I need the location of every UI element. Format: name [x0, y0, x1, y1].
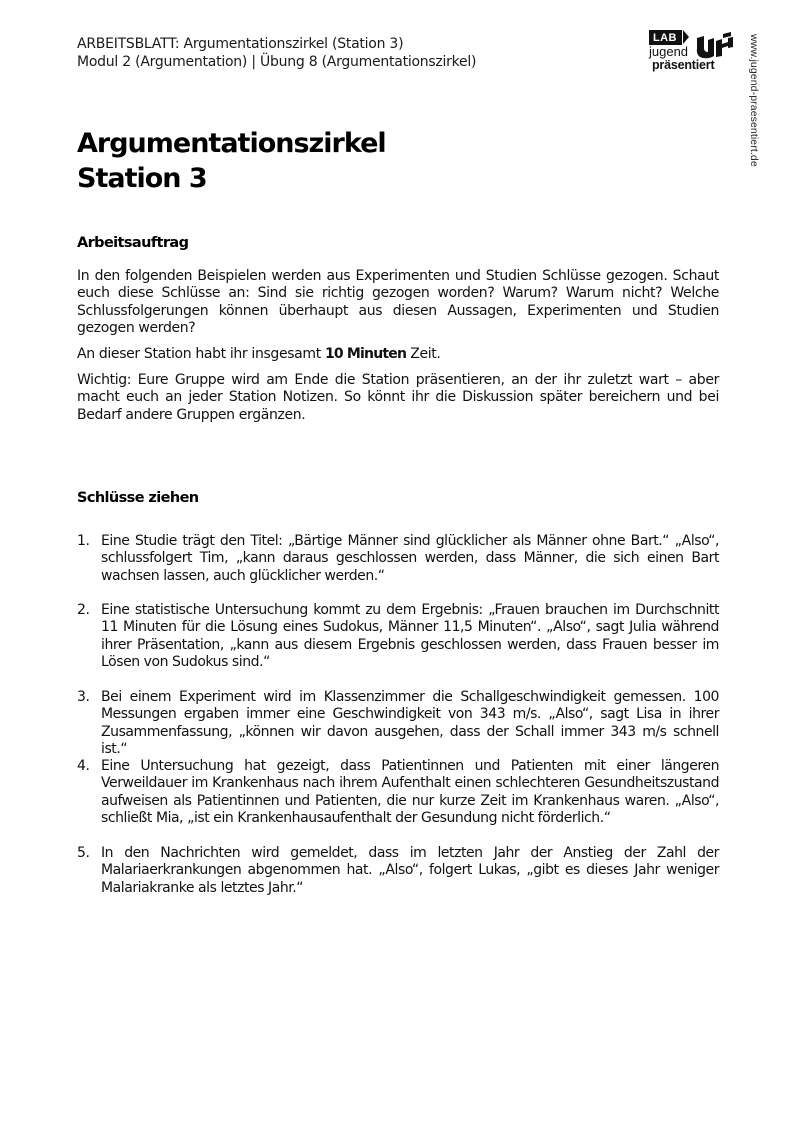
logo-lab-badge: LAB — [649, 30, 682, 45]
assignment-paragraph-time — [77, 346, 719, 363]
list-item-text: Eine statistische Untersuchung kommt zu dem Ergebnis: „Frauen brauchen im Durchschnitt 11 Minuten für die Lösung eines Sudokus, Männer 11,5 Minuten“. „Also“, sagt Julia während ihrer Präsentation, „kann aus diesem Ergebnis geschlossen werden, dass Frauen besser im Lösen von Sudokus sind.“ — [101, 602, 719, 670]
list-item-text: Eine Untersuchung hat gezeigt, dass Patientinnen und Patienten mit einer längeren Verweildauer im Krankenhaus nach ihrem Aufenthalt einen schlechteren Gesundheitszustand aufweisen als Patientinnen und Patienten, die nur kurze Zeit im Krankenhaus waren. „Also“, schließt Mia, „ist ein Krankenhausaufenthalt der Gesundung nicht förderlich.“ — [101, 758, 719, 826]
conclusions-heading: Schlüsse ziehen — [77, 490, 199, 506]
list-item-number: 2. — [77, 602, 90, 618]
assignment-heading: Arbeitsauftrag — [77, 235, 189, 251]
list-item-number: 4. — [77, 758, 90, 774]
logo-lab-arrow-icon — [683, 30, 689, 44]
list-item-number: 5. — [77, 845, 90, 861]
logo-jugend-text: jugend — [649, 44, 689, 59]
page-title-line-2: Station 3 — [77, 163, 207, 194]
header-line-module: Modul 2 (Argumentation) | Übung 8 (Argumentationszirkel) — [77, 54, 477, 70]
list-item-text: Bei einem Experiment wird im Klassenzimmer die Schallgeschwindigkeit gemessen. 100 Messungen ergaben immer eine Geschwindigkeit von 343 m/s. „Also“, sagt Lisa in ihrer Zusammenfassung, „können wir davon ausgehen, dass der Schall immer 343 m/s schnell ist.“ — [101, 689, 719, 757]
assignment-paragraph-important: Wichtig: Eure Gruppe wird am Ende die Station präsentieren, an der ihr zuletzt wart – aber macht euch an jeder Station Notizen. So könnt ihr die Diskussion später bereichern und bei Bedarf andere Gruppen ergänzen. — [77, 372, 719, 423]
website-url: www.jugend-praesentiert.de — [748, 34, 760, 167]
list-item-number: 3. — [77, 689, 90, 705]
time-suffix: Zeit. — [406, 346, 441, 362]
logo-praesentiert-text: präsentiert — [652, 58, 715, 72]
logo-jp-mark-icon — [695, 32, 735, 60]
list-item-number: 1. — [77, 533, 90, 549]
list-item-text: Eine Studie trägt den Titel: „Bärtige Männer sind glücklicher als Männer ohne Bart.“ „Also“, schlussfolgert Tim, „kann daraus geschlossen werden, dass Männer, die sich einen Bart wachsen lassen, auch glücklicher werden.“ — [101, 533, 719, 584]
time-prefix: An dieser Station habt ihr insgesamt — [77, 346, 325, 362]
time-value: 10 Minuten — [324, 346, 407, 362]
assignment-paragraph-intro: In den folgenden Beispielen werden aus Experimenten und Studien Schlüsse gezogen. Schaut euch diese Schlüsse an: Sind sie richtig gezogen worden? Warum? Warum nicht? Welche Schlussfolgerungen können überhaupt aus diesen Aussagen, Experimenten und Studien gezogen werden? — [77, 268, 719, 336]
page-title — [77, 126, 386, 196]
page-title-line-1: Argumentationszirkel — [77, 128, 386, 159]
header-line-worksheet-title: ARBEITSBLATT: Argumentationszirkel (Station 3) — [77, 36, 404, 52]
list-item-text: In den Nachrichten wird gemeldet, dass im letzten Jahr der Anstieg der Zahl der Malariaerkrankungen abgenommen hat. „Also“, folgert Lukas, „gibt es dieses Jahr weniger Malariakranke als letztes Jahr.“ — [101, 845, 719, 896]
document-header — [77, 35, 476, 71]
jugend-praesentiert-logo — [649, 30, 739, 76]
